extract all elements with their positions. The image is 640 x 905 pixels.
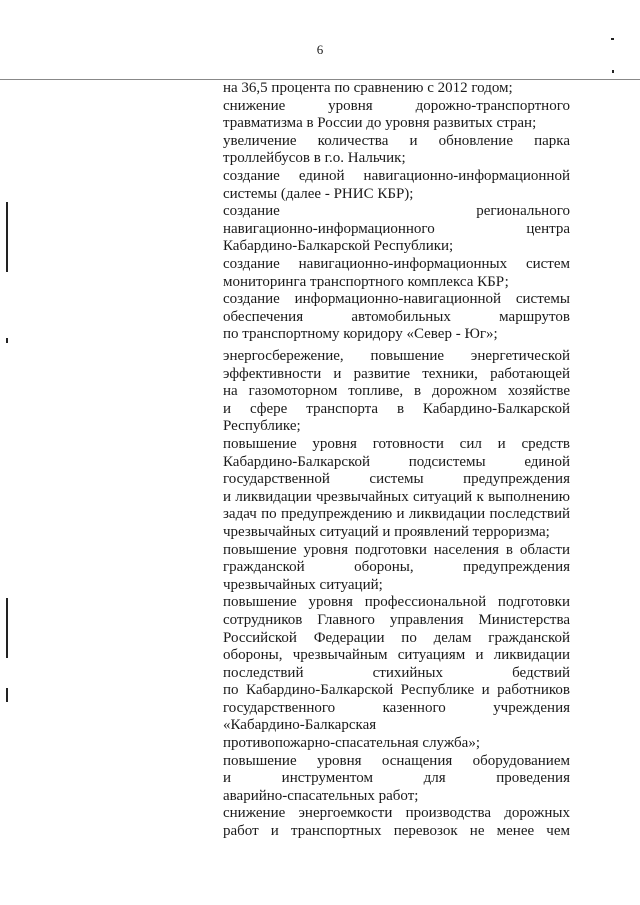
text-line: навигационно-информационного центра	[223, 220, 570, 237]
text-line: по транспортному коридору «Север - Юг»;	[223, 326, 498, 343]
text-line: «Кабардино-Балкарская	[223, 717, 377, 734]
text-line: повышение уровня подготовки населения в области	[223, 541, 570, 558]
binding-mark-2	[6, 338, 8, 343]
text-line: и ликвидации чрезвычайных ситуаций к выполнению	[223, 488, 570, 505]
text-line: сотрудников Главного управления Министерства	[223, 611, 570, 628]
text-line: эффективности и развитие техники, работающей	[223, 365, 570, 382]
scan-mark-right	[612, 70, 614, 73]
text-line: создание навигационно-информационных систем	[223, 255, 570, 272]
text-line: создание информационно-навигационной системы	[223, 291, 570, 308]
text-line: травматизма в России до уровня развитых стран;	[223, 115, 537, 132]
text-line: троллейбусов в г.о. Нальчик;	[223, 150, 406, 167]
text-line: системы (далее - РНИС КБР);	[223, 185, 414, 202]
text-line: Республике;	[223, 418, 301, 435]
text-line: повышение уровня готовности сил и средств	[223, 435, 570, 452]
binding-mark-3	[6, 598, 8, 658]
text-line: последствий стихийных бедствий	[223, 664, 570, 681]
text-line: государственной системы предупреждения	[223, 471, 570, 488]
text-line: мониторинга транспортного комплекса КБР;	[223, 273, 509, 290]
text-line: повышение уровня оснащения оборудованием	[223, 752, 570, 769]
text-line: обороны, чрезвычайным ситуациям и ликвидации	[223, 647, 570, 664]
binding-mark-1	[6, 202, 8, 272]
text-line: работ и транспортных перевозок не менее чем	[223, 823, 570, 840]
text-line: по Кабардино-Балкарской Республике и работников	[223, 682, 570, 699]
text-line: энергосбережение, повышение энергетической	[223, 348, 570, 364]
text-line: Кабардино-Балкарской подсистемы единой	[223, 453, 570, 470]
text-line: Кабардино-Балкарской Республики;	[223, 238, 454, 255]
text-line: аварийно-спасательных работ;	[223, 787, 419, 804]
text-line: государственного казенного учреждения	[223, 699, 570, 716]
page-number: 6	[316, 42, 324, 57]
text-block-energy-safety	[223, 348, 570, 841]
text-line: создание единой навигационно-информационной	[223, 167, 570, 184]
text-line: и инструментом для проведения	[223, 770, 570, 787]
text-line: противопожарно-спасательная служба»;	[223, 735, 480, 752]
scan-mark-top-right	[611, 38, 614, 40]
binding-mark-4	[6, 688, 8, 702]
text-line: создание регионального	[223, 203, 570, 220]
text-line: чрезвычайных ситуаций и проявлений терроризма;	[223, 523, 550, 540]
text-line: задач по предупреждению и ликвидации последствий	[223, 506, 570, 523]
text-line: увеличение количества и обновление парка	[223, 132, 570, 149]
text-line: снижение энергоемкости производства дорожных	[223, 805, 570, 822]
text-line: обеспечения автомобильных маршрутов	[223, 308, 570, 325]
text-line: повышение уровня профессиональной подготовки	[223, 594, 570, 611]
text-line: и сфере транспорта в Кабардино-Балкарской	[223, 400, 570, 417]
text-line: гражданской обороны, предупреждения	[223, 559, 570, 576]
text-line: снижение уровня дорожно-транспортного	[223, 97, 570, 114]
text-block-transport	[223, 80, 570, 344]
text-line: чрезвычайных ситуаций;	[223, 576, 383, 593]
text-line: на газомоторном топливе, в дорожном хозяйстве	[223, 383, 570, 400]
text-line: Российской Федерации по делам гражданской	[223, 629, 570, 646]
text-line: на 36,5 процента по сравнению с 2012 годом;	[223, 80, 513, 96]
